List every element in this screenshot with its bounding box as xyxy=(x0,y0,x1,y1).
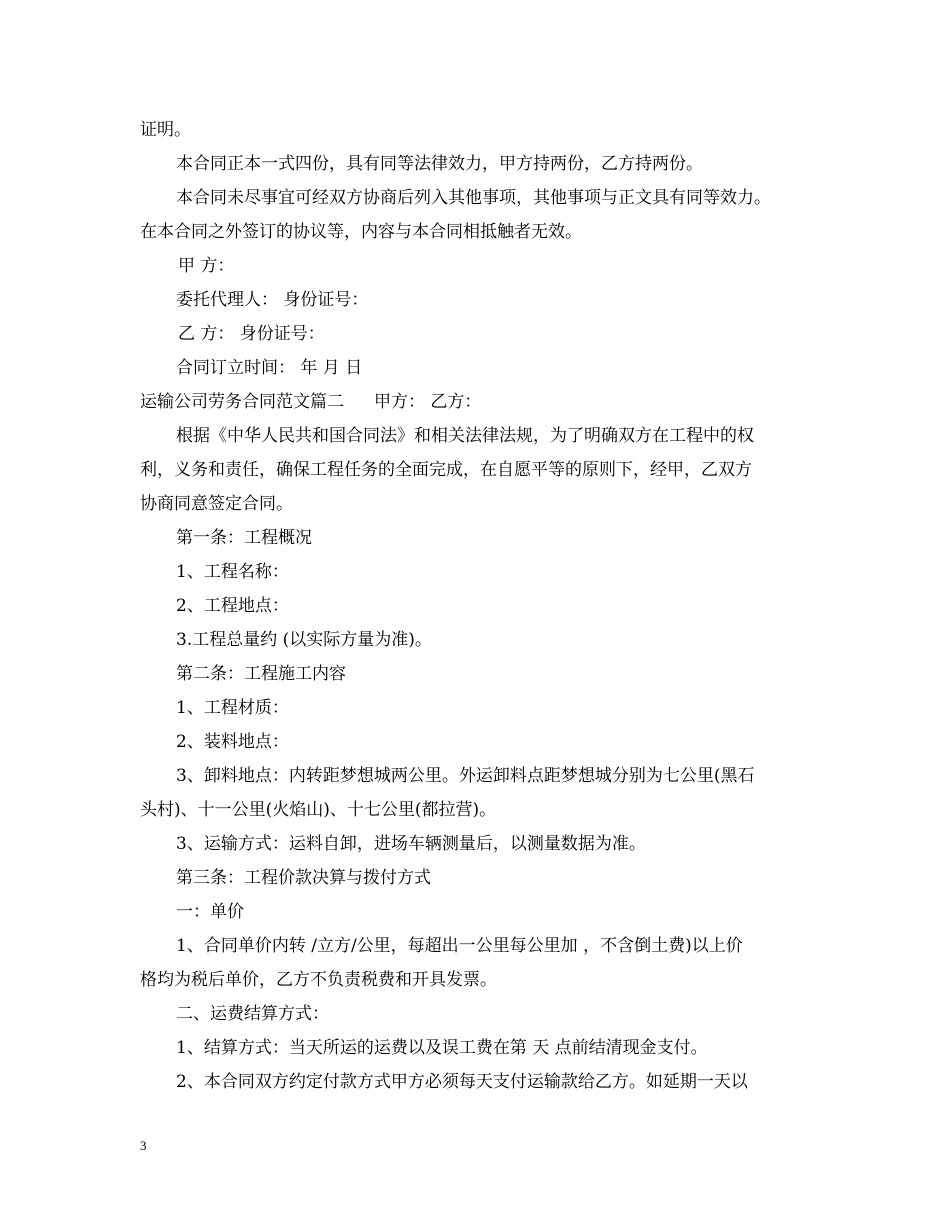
page-number: 3 xyxy=(140,1138,147,1153)
text-line: 根据《中华人民共和国合同法》和相关法律法规，为了明确双方在工程中的权 xyxy=(176,426,754,446)
text-line: 1、结算方式：当天所运的运费以及误工费在第 天 点前结清现金支付。 xyxy=(176,1038,708,1058)
text-line: 2、本合同双方约定付款方式甲方必须每天支付运输款给乙方。如延期一天以 xyxy=(176,1072,748,1092)
text-line: 一：单价 xyxy=(176,902,244,922)
text-line: 二、运费结算方式： xyxy=(176,1004,329,1024)
text-line: 在本合同之外签订的协议等，内容与本合同相抵触者无效。 xyxy=(140,222,582,242)
text-line: 头村)、十一公里(火焰山)、十七公里(都拉营)。 xyxy=(140,800,497,820)
text-line: 本合同未尽事宜可经双方协商后列入其他事项，其他事项与正文具有同等效力。 xyxy=(176,188,771,208)
text-line: 1、工程名称： xyxy=(176,562,289,582)
text-line: 本合同正本一式四份，具有同等法律效力，甲方持两份，乙方持两份。 xyxy=(176,154,703,174)
text-line: 3、卸料地点：内转距梦想城两公里。外运卸料点距梦想城分别为七公里(黑石 xyxy=(176,766,755,786)
parties-label: 甲方： 乙方： xyxy=(374,392,482,412)
agent-line: 委托代理人： 身份证号： xyxy=(176,290,369,310)
text-line: 2、工程地点： xyxy=(176,596,289,616)
article-heading: 第二条：工程施工内容 xyxy=(176,664,346,684)
text-line: 2、装料地点： xyxy=(176,732,289,752)
contract-date-line: 合同订立时间： 年 月 日 xyxy=(176,358,363,378)
text-line: 1、合同单价内转 /立方/公里，每超出一公里每公里加 ，不含倒土费)以上价 xyxy=(176,936,743,956)
text-line: 1、工程材质： xyxy=(176,698,289,718)
section-heading: 运输公司劳务合同范文篇二 xyxy=(140,392,344,412)
text-line: 格均为税后单价，乙方不负责税费和开具发票。 xyxy=(140,970,497,990)
section-heading-line xyxy=(0,391,950,413)
article-heading: 第三条：工程价款决算与拨付方式 xyxy=(176,868,431,888)
article-heading: 第一条：工程概况 xyxy=(176,528,312,548)
text-line: 3.工程总量约 (以实际方量为准)。 xyxy=(176,630,432,650)
party-b-line: 乙 方： 身份证号： xyxy=(178,324,325,344)
text-line: 3、运输方式：运料自卸，进场车辆测量后，以测量数据为准。 xyxy=(176,834,646,854)
text-line: 证明。 xyxy=(140,120,191,140)
party-a-line: 甲 方： xyxy=(178,256,235,276)
text-line: 利，义务和责任，确保工程任务的全面完成，在自愿平等的原则下，经甲，乙双方 xyxy=(140,460,752,480)
text-line: 协商同意签定合同。 xyxy=(140,494,293,514)
